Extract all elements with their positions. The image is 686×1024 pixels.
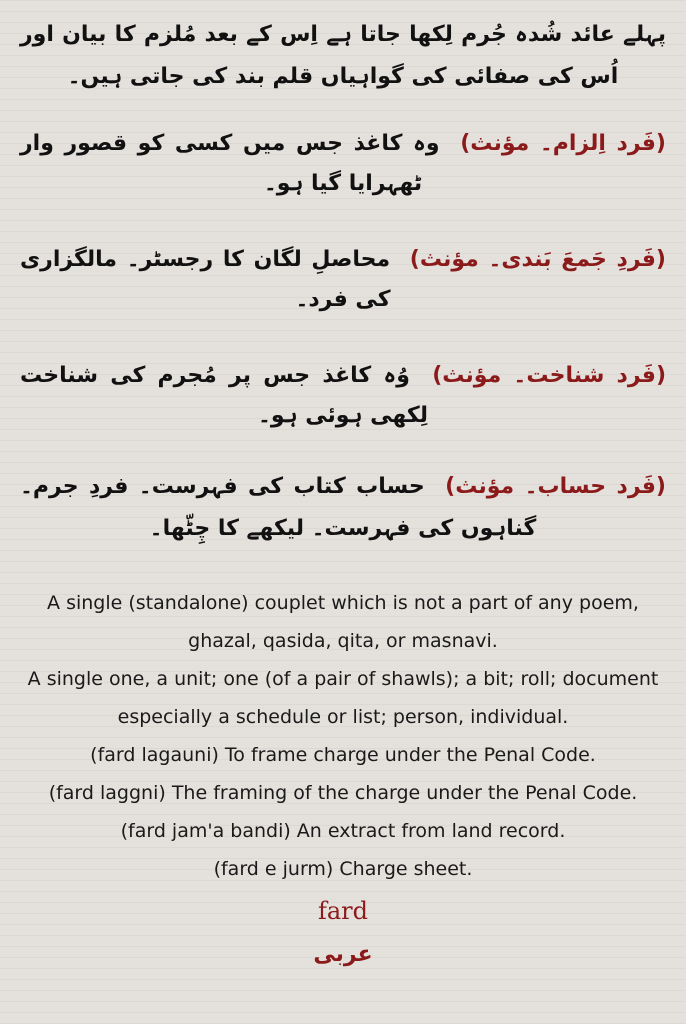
urdu-definition: حساب کتاب کی فہرست۔ فردِ جرم۔ گناہوں کی فہرست۔ لیکھے کا چِٹّھا۔: [20, 474, 537, 541]
word-origin-language: عربی: [313, 942, 373, 967]
urdu-term: (فَرد اِلزام۔ مؤنث): [460, 131, 666, 156]
urdu-term: (فَرد شناخت۔ مؤنث): [432, 363, 666, 388]
urdu-entry-2: [20, 240, 666, 320]
urdu-term: (فَردِ جَمعَ بَندی۔ مؤنث): [409, 247, 666, 272]
english-line: (fard laggni) The framing of the charge under the Penal Code.: [48, 782, 638, 804]
urdu-entry-4: [20, 466, 666, 550]
english-line: A single one, a unit; one (of a pair of shawls); a bit; roll; document especially a schedule or list; person, individual.: [27, 668, 659, 728]
english-line: (fard e jurm) Charge sheet.: [213, 858, 473, 880]
urdu-entry-3: [20, 356, 666, 436]
urdu-entry-1: [20, 124, 666, 204]
english-line: (fard jam'a bandi) An extract from land record.: [120, 820, 566, 842]
english-line: (fard lagauni) To frame charge under the Penal Code.: [90, 744, 596, 766]
urdu-intro: پہلے عائد شُدہ جُرم لِکھا جاتا ہے اِس کے بعد مُلزم کا بیان اور اُس کی صفائی کی گواہیاں قلم بند کی جاتی ہیں۔: [20, 22, 666, 89]
english-line: A single (standalone) couplet which is not a part of any poem, ghazal, qasida, qita, or masnavi.: [47, 592, 639, 652]
urdu-definition: وُہ کاغذ جس پر مُجرم کی شناخت لِکھی ہوئی ہو۔: [20, 363, 428, 428]
english-meanings: [0, 584, 686, 888]
urdu-definition: محاصلِ لگان کا رجسٹر۔ مالگزاری کی فرد۔: [20, 247, 391, 312]
headword-roman: fard: [317, 897, 369, 925]
urdu-definition: وہ کاغذ جس میں کسی کو قصور وار ٹھہرایا گیا ہو۔: [20, 131, 440, 196]
urdu-term: (فَرد حساب۔ مؤنث): [445, 474, 666, 499]
